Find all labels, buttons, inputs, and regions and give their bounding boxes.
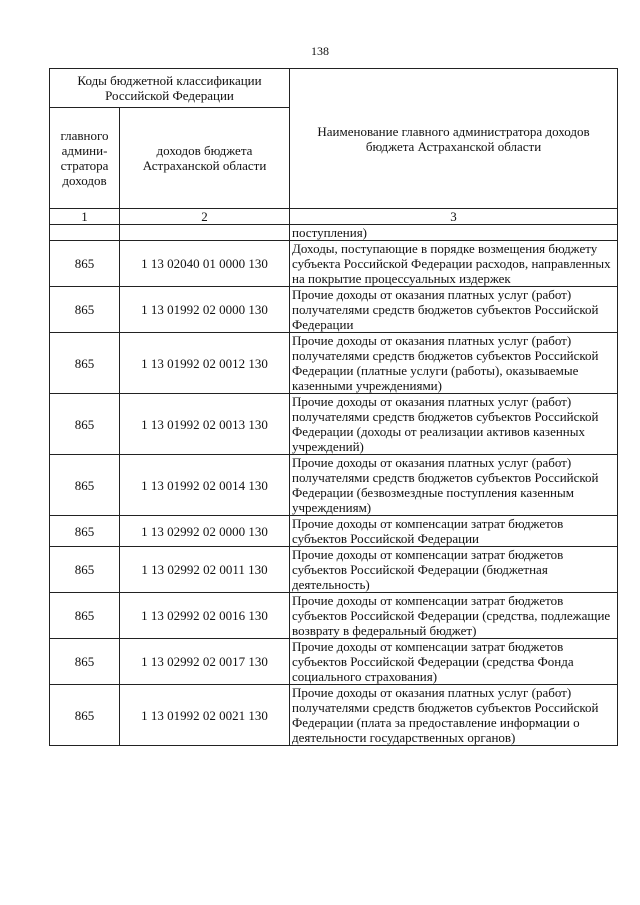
row-name: Прочие доходы от компенсации затрат бюджетов субъектов Российской Федерации (средства, подлежащие возврату в федеральный бюджет) — [290, 593, 618, 639]
row-income-code: 1 13 01992 02 0000 130 — [120, 287, 290, 333]
column-number: 3 — [290, 209, 618, 225]
table-row — [50, 685, 618, 746]
page-number: 138 — [311, 44, 329, 58]
table-body — [50, 225, 618, 746]
row-admin-code: 865 — [50, 394, 120, 455]
row-admin-code: 865 — [50, 639, 120, 685]
row-name: Прочие доходы от оказания платных услуг (работ) получателями средств бюджетов субъектов Российской Федерации (плата за предоставление информации о деятельности государственных органов) — [290, 685, 618, 746]
row-income-code: 1 13 01992 02 0014 130 — [120, 455, 290, 516]
table-row — [50, 241, 618, 287]
row-name: Прочие доходы от оказания платных услуг (работ) получателями средств бюджетов субъектов Российской Федерации (безвозмездные поступления казенным учреждениям) — [290, 455, 618, 516]
table-row — [50, 516, 618, 547]
row-income-code: 1 13 01992 02 0012 130 — [120, 333, 290, 394]
column-number: 2 — [120, 209, 290, 225]
income-column-header: доходов бюджета Астраханской области — [120, 108, 290, 209]
row-admin-code: 865 — [50, 685, 120, 746]
row-income-code: 1 13 01992 02 0013 130 — [120, 394, 290, 455]
row-name: Прочие доходы от компенсации затрат бюджетов субъектов Российской Федерации (бюджетная деятельность) — [290, 547, 618, 593]
row-name: Прочие доходы от компенсации затрат бюджетов субъектов Российской Федерации — [290, 516, 618, 547]
row-income-code: 1 13 02040 01 0000 130 — [120, 241, 290, 287]
row-name: Прочие доходы от оказания платных услуг (работ) получателями средств бюджетов субъектов Российской Федерации (платные услуги (работы), оказываемые казенными учреждениями) — [290, 333, 618, 394]
table-row — [50, 639, 618, 685]
table-row — [50, 593, 618, 639]
column-number-row — [50, 209, 618, 225]
name-column-header: Наименование главного администратора доходов бюджета Астраханской области — [290, 69, 618, 209]
continuation-text: поступления) — [290, 225, 618, 241]
row-name: Прочие доходы от оказания платных услуг (работ) получателями средств бюджетов субъектов Российской Федерации (доходы от реализации активов казенных учреждений) — [290, 394, 618, 455]
column-number: 1 — [50, 209, 120, 225]
codes-group-header: Коды бюджетной классификации Российской Федерации — [50, 69, 290, 108]
row-admin-code: 865 — [50, 593, 120, 639]
admin-column-header: главного админи-стратора доходов — [50, 108, 120, 209]
row-name: Доходы, поступающие в порядке возмещения бюджету субъекта Российской Федерации расходов, направленных на покрытие процессуальных издержек — [290, 241, 618, 287]
row-name: Прочие доходы от оказания платных услуг (работ) получателями средств бюджетов субъектов Российской Федерации — [290, 287, 618, 333]
row-income-code: 1 13 02992 02 0016 130 — [120, 593, 290, 639]
row-admin-code: 865 — [50, 241, 120, 287]
table-row — [50, 455, 618, 516]
table-row — [50, 287, 618, 333]
row-admin-code: 865 — [50, 516, 120, 547]
table-row — [50, 547, 618, 593]
row-income-code: 1 13 02992 02 0011 130 — [120, 547, 290, 593]
row-income-code: 1 13 02992 02 0017 130 — [120, 639, 290, 685]
table-header — [50, 69, 618, 225]
row-name: Прочие доходы от компенсации затрат бюджетов субъектов Российской Федерации (средства Фонда социального страхования) — [290, 639, 618, 685]
row-income-code: 1 13 01992 02 0021 130 — [120, 685, 290, 746]
row-admin-code: 865 — [50, 547, 120, 593]
continuation-row — [50, 225, 618, 241]
budget-classification-table — [49, 68, 618, 746]
table-row — [50, 394, 618, 455]
table-row — [50, 333, 618, 394]
row-income-code: 1 13 02992 02 0000 130 — [120, 516, 290, 547]
row-admin-code: 865 — [50, 455, 120, 516]
row-admin-code: 865 — [50, 333, 120, 394]
row-admin-code: 865 — [50, 287, 120, 333]
